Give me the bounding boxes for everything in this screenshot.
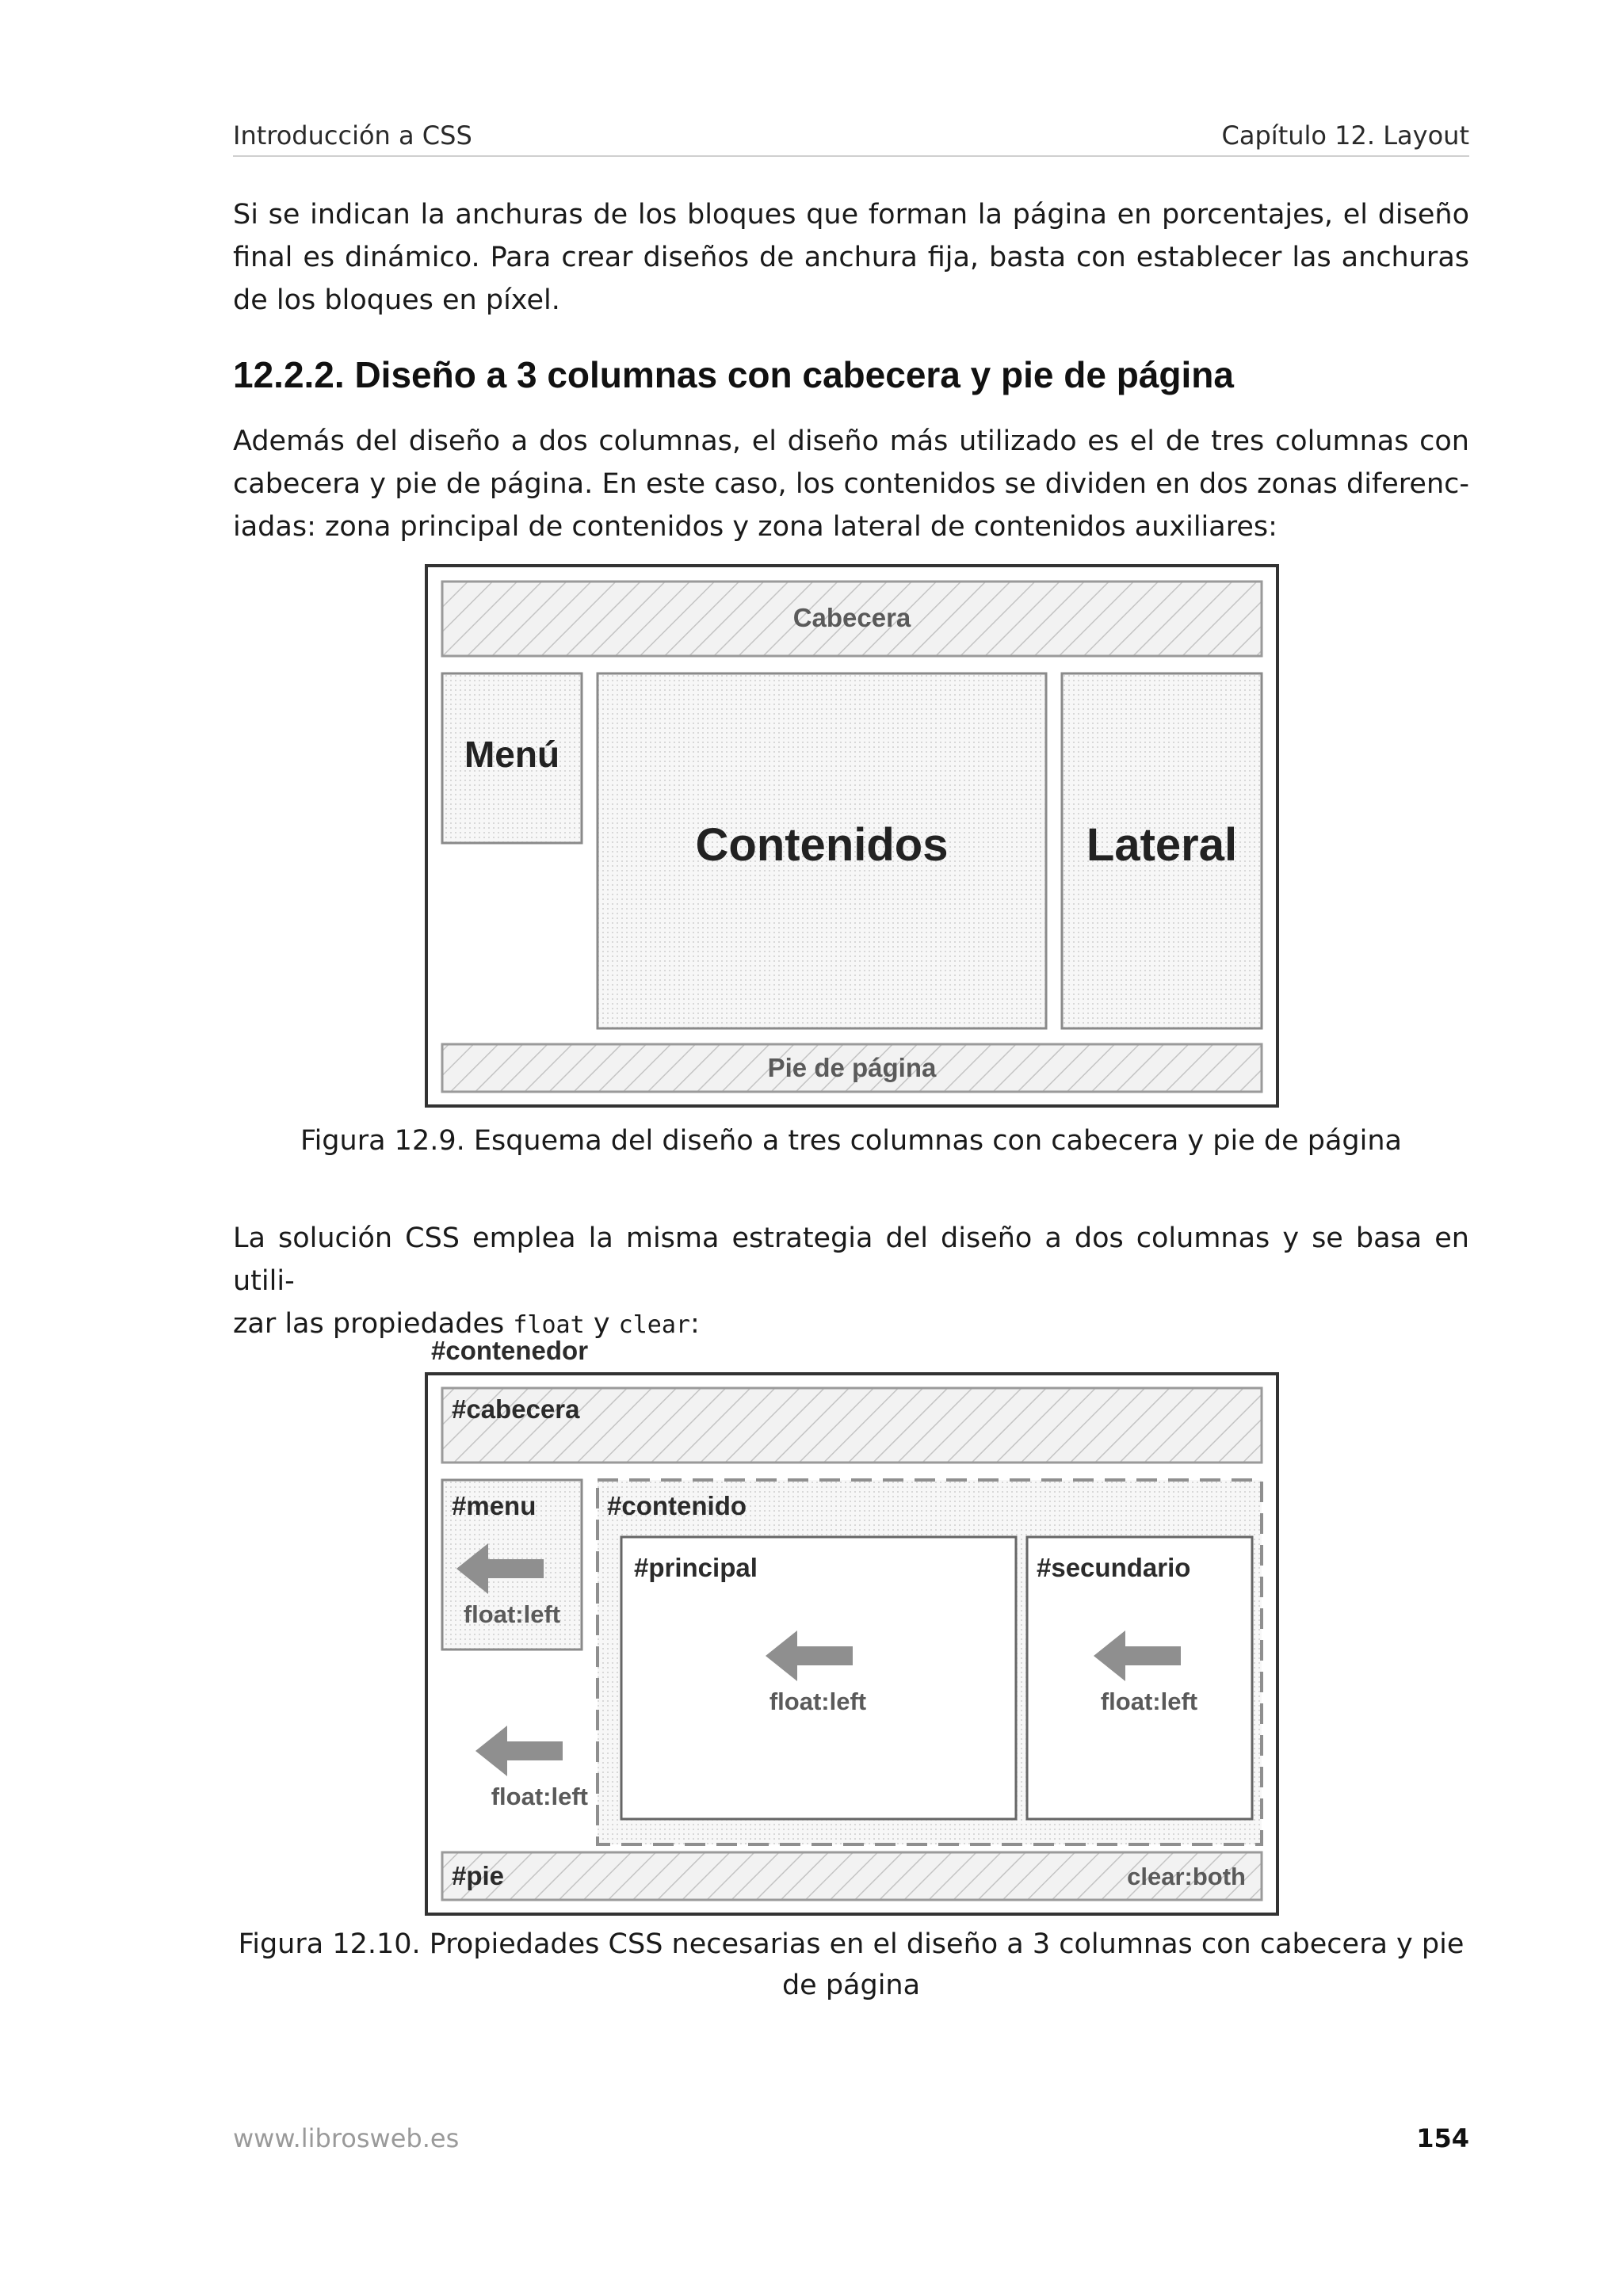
fig1-footer-label: Pie de página: [767, 1053, 937, 1082]
section-heading: 12.2.2. Diseño a 3 columnas con cabecera y pie de página: [233, 354, 1234, 395]
header-book-title: Introducción a CSS: [233, 120, 472, 151]
figure2-caption-line-2: de página: [781, 1970, 921, 2001]
fig1-side-label: Lateral: [1086, 819, 1238, 871]
section-line-1: Además del diseño a dos columnas, el diseño más utilizado es el de tres columnas con: [233, 425, 1469, 457]
fig1-menu-label: Menú: [464, 734, 560, 775]
section-line-3: iadas: zona principal de contenidos y zona lateral de contenidos auxiliares:: [233, 511, 1277, 543]
fig2-container-label: #contenedor: [431, 1336, 589, 1365]
footer-url: www.librosweb.es: [233, 2123, 460, 2153]
fig1-content-label: Contenidos: [695, 819, 949, 871]
fig2-secondary-label: #secundario: [1037, 1553, 1191, 1582]
css-properties-diagram: [420, 1323, 1284, 1925]
fig2-content-float: float:left: [491, 1783, 588, 1810]
css-line-2-prefix: zar las propiedades: [233, 1308, 514, 1340]
intro-paragraph: [233, 193, 1469, 322]
fig2-primary-label: #principal: [634, 1553, 758, 1582]
fig2-secondary-float: float:left: [1100, 1688, 1198, 1715]
intro-line-3: de los bloques en píxel.: [233, 284, 560, 316]
footer-page-number: 154: [1416, 2123, 1469, 2153]
section-line-2: cabecera y pie de página. En este caso, los contenidos se dividen en dos zonas diferenc-: [233, 468, 1469, 500]
code-clear: clear: [618, 1311, 690, 1339]
fig2-content-label: #contenido: [607, 1491, 747, 1520]
fig2-footer-label: #pie: [452, 1861, 505, 1890]
fig2-primary-float: float:left: [769, 1688, 867, 1715]
fig1-header-label: Cabecera: [792, 603, 911, 632]
running-header: [233, 117, 1469, 157]
header-chapter-title: Capítulo 12. Layout: [1221, 120, 1469, 151]
intro-line-1: Si se indican la anchuras de los bloques que forman la página en porcentajes, el diseño: [233, 199, 1469, 231]
fig2-footer-clear: clear:both: [1127, 1863, 1246, 1890]
fig2-menu-float: float:left: [463, 1600, 561, 1628]
figure1-caption: Figura 12.9. Esquema del diseño a tres columnas con cabecera y pie de página: [300, 1125, 1402, 1157]
fig2-header-label: #cabecera: [452, 1394, 580, 1424]
three-column-layout-diagram: [420, 555, 1284, 1109]
code-float: float: [513, 1311, 585, 1339]
css-line-1: La solución CSS emplea la misma estrategia del diseño a dos columnas y se basa en utili-: [233, 1222, 1469, 1297]
intro-line-2: final es dinámico. Para crear diseños de anchura fija, basta con establecer las anchuras: [233, 242, 1469, 273]
section-paragraph: [233, 420, 1469, 548]
figure2-caption: [233, 1924, 1469, 2006]
fig2-menu-label: #menu: [452, 1491, 537, 1520]
css-line-2-conj: y: [584, 1308, 619, 1340]
figure2-caption-line-1: Figura 12.10. Propiedades CSS necesarias en el diseño a 3 columnas con cabecera y pie: [238, 1928, 1465, 1960]
css-line-2-suffix: :: [689, 1308, 700, 1340]
